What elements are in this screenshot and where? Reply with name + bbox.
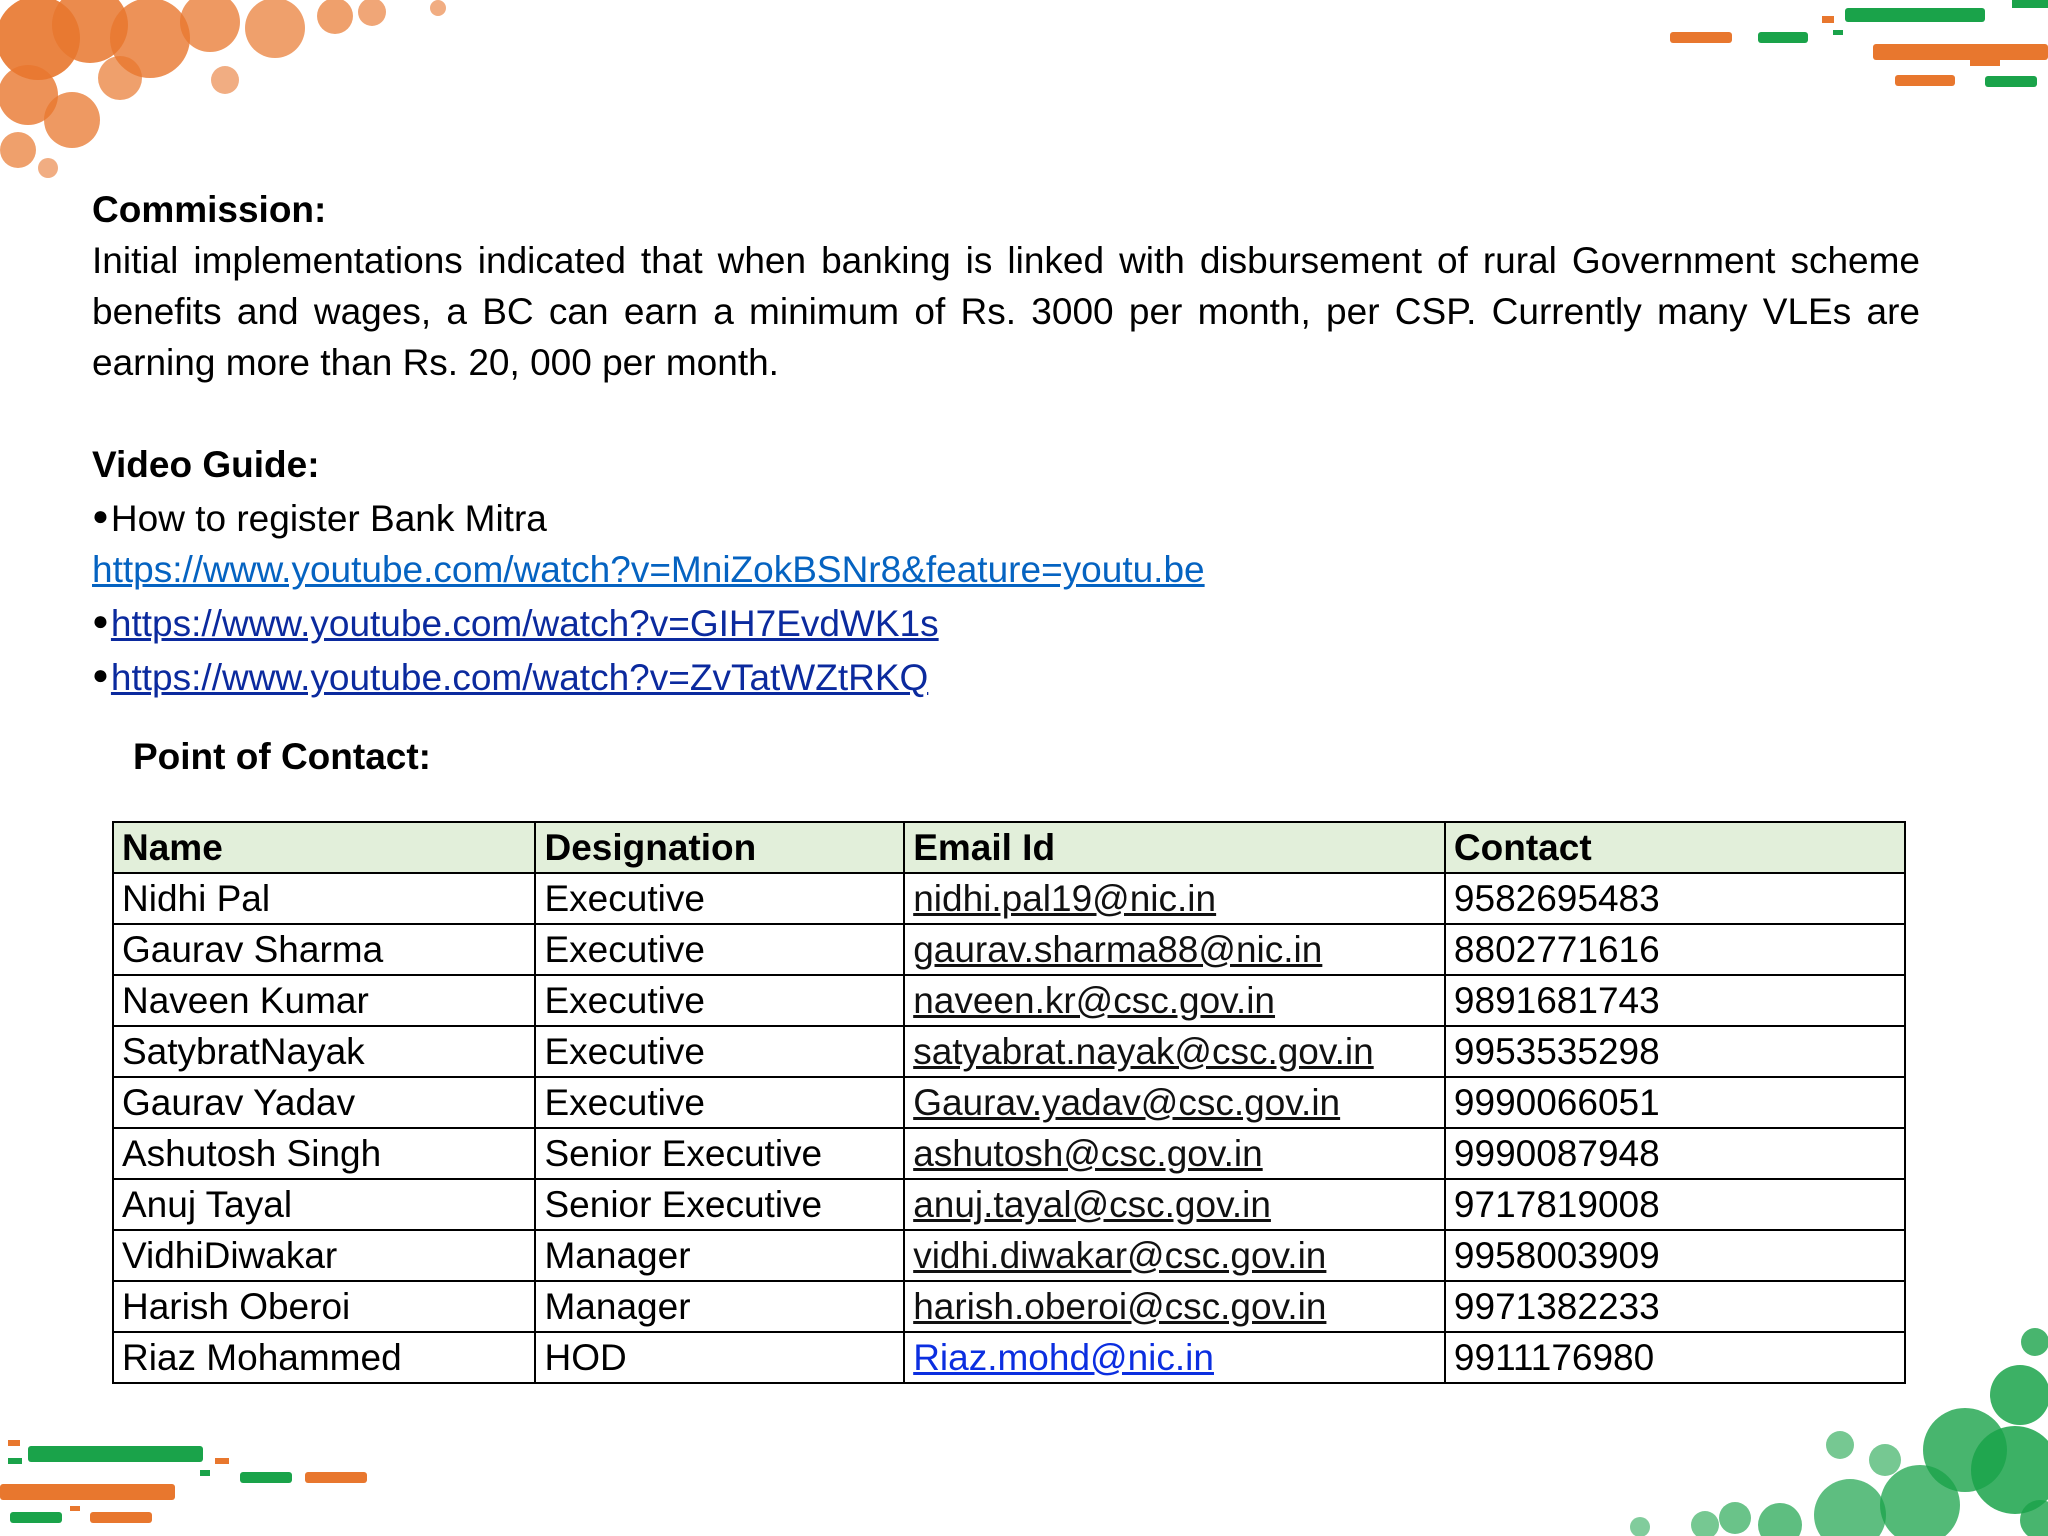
- bullet-icon: ●: [92, 500, 109, 531]
- contact-name: Nidhi Pal: [113, 873, 535, 924]
- video-guide-link-2[interactable]: https://www.youtube.com/watch?v=GIH7EvdWK1s: [110, 603, 939, 644]
- table-row: [113, 1077, 1905, 1128]
- contact-email-link[interactable]: vidhi.diwakar@csc.gov.in: [904, 1230, 1445, 1281]
- bullet-icon: ●: [92, 605, 109, 636]
- contact-name: SatybratNayak: [113, 1026, 535, 1077]
- contact-phone: 9990087948: [1445, 1128, 1905, 1179]
- contact-phone: 9990066051: [1445, 1077, 1905, 1128]
- top-right-dashes-decoration: [1670, 0, 2048, 95]
- video-guide-item-3: [92, 649, 1920, 703]
- bullet-icon: ●: [92, 659, 109, 690]
- bottom-left-dashes-decoration: [0, 1436, 380, 1536]
- contact-name: Naveen Kumar: [113, 975, 535, 1026]
- column-header-name: Name: [113, 822, 535, 873]
- contact-phone: 9911176980: [1445, 1332, 1905, 1383]
- contact-name: Gaurav Sharma: [113, 924, 535, 975]
- commission-heading: Commission:: [92, 189, 327, 230]
- contact-name: Harish Oberoi: [113, 1281, 535, 1332]
- contact-designation: Executive: [535, 1077, 904, 1128]
- contact-designation: Manager: [535, 1281, 904, 1332]
- point-of-contact-heading: Point of Contact:: [133, 736, 432, 777]
- contact-phone: 9953535298: [1445, 1026, 1905, 1077]
- column-header-contact: Contact: [1445, 822, 1905, 873]
- contact-designation: Executive: [535, 1026, 904, 1077]
- column-header-email: Email Id: [904, 822, 1445, 873]
- table-row: [113, 1179, 1905, 1230]
- contact-phone: 9958003909: [1445, 1230, 1905, 1281]
- table-row: [113, 873, 1905, 924]
- video-guide-link-3[interactable]: https://www.youtube.com/watch?v=ZvTatWZtRKQ: [110, 657, 929, 698]
- contact-email-link[interactable]: Gaurav.yadav@csc.gov.in: [904, 1077, 1445, 1128]
- contact-name: Gaurav Yadav: [113, 1077, 535, 1128]
- contact-designation: Executive: [535, 873, 904, 924]
- contacts-table: [112, 821, 1906, 1384]
- contact-name: Anuj Tayal: [113, 1179, 535, 1230]
- orange-bubbles-decoration: [0, 0, 460, 200]
- contact-phone: 9971382233: [1445, 1281, 1905, 1332]
- contact-email-link[interactable]: harish.oberoi@csc.gov.in: [904, 1281, 1445, 1332]
- contact-designation: Senior Executive: [535, 1128, 904, 1179]
- table-row: [113, 1128, 1905, 1179]
- table-row: [113, 924, 1905, 975]
- table-row: [113, 1332, 1905, 1383]
- contact-name: VidhiDiwakar: [113, 1230, 535, 1281]
- contact-designation: Executive: [535, 924, 904, 975]
- contact-email-link[interactable]: naveen.kr@csc.gov.in: [904, 975, 1445, 1026]
- video-guide-item-2: [92, 595, 1920, 649]
- contact-email-link[interactable]: satyabrat.nayak@csc.gov.in: [904, 1026, 1445, 1077]
- video-guide-item-1: [92, 490, 1920, 544]
- video-guide-link-1[interactable]: https://www.youtube.com/watch?v=MniZokBSNr8&feature=youtu.be: [92, 549, 1205, 590]
- column-header-designation: Designation: [535, 822, 904, 873]
- contact-designation: Executive: [535, 975, 904, 1026]
- contact-name: Riaz Mohammed: [113, 1332, 535, 1383]
- table-row: [113, 1230, 1905, 1281]
- contact-designation: Manager: [535, 1230, 904, 1281]
- contact-phone: 9891681743: [1445, 975, 1905, 1026]
- contact-phone: 8802771616: [1445, 924, 1905, 975]
- contact-designation: Senior Executive: [535, 1179, 904, 1230]
- contact-name: Ashutosh Singh: [113, 1128, 535, 1179]
- contact-email-link[interactable]: ashutosh@csc.gov.in: [904, 1128, 1445, 1179]
- table-row: [113, 975, 1905, 1026]
- video-guide-heading: Video Guide:: [92, 444, 320, 485]
- contact-email-link[interactable]: gaurav.sharma88@nic.in: [904, 924, 1445, 975]
- contact-designation: HOD: [535, 1332, 904, 1383]
- video-guide-item-1-link-row: [92, 544, 1920, 595]
- contact-email-link[interactable]: Riaz.mohd@nic.in: [904, 1332, 1445, 1383]
- contact-phone: 9717819008: [1445, 1179, 1905, 1230]
- document-body: [92, 184, 1920, 703]
- contacts-table-header: [113, 822, 1905, 873]
- contact-phone: 9582695483: [1445, 873, 1905, 924]
- commission-text: Initial implementations indicated that when banking is linked with disbursement of rural Government scheme benefits and wages, a BC can earn a minimum of Rs. 3000 per month, per CSP. Currently many VLEs are earning more than Rs. 20, 000 per month.: [92, 240, 1920, 383]
- table-row: [113, 1281, 1905, 1332]
- contact-email-link[interactable]: anuj.tayal@csc.gov.in: [904, 1179, 1445, 1230]
- contact-email-link[interactable]: nidhi.pal19@nic.in: [904, 873, 1445, 924]
- video-guide-item-1-text: How to register Bank Mitra: [110, 498, 547, 539]
- table-row: [113, 1026, 1905, 1077]
